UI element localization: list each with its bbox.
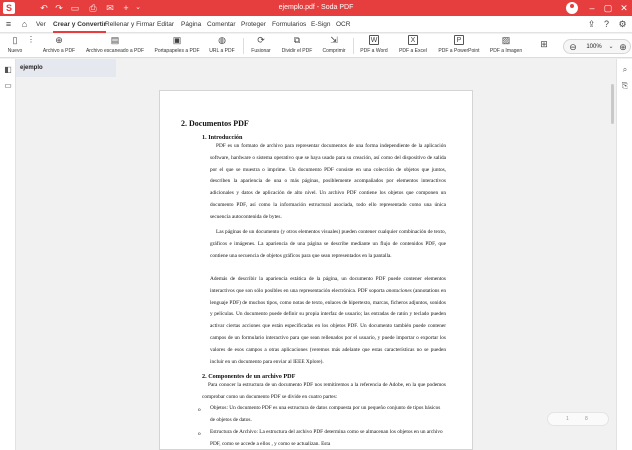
attachment-icon[interactable]: ⎘ <box>621 81 629 90</box>
menu-rellenar-firmar[interactable]: Rellenar y Firmar <box>105 21 155 28</box>
current-page[interactable]: 1 <box>566 416 569 422</box>
zoom-control <box>563 39 631 54</box>
word-icon: W <box>370 37 378 44</box>
paragraph <box>210 274 446 368</box>
subsection-title: 2. Componentes de un archivo PDF <box>202 373 296 380</box>
search-icon[interactable]: ⌕ <box>622 65 628 74</box>
powerpoint-icon: P <box>454 35 464 45</box>
more-options-button[interactable] <box>26 35 34 57</box>
ribbon-toolbar <box>0 34 632 58</box>
new-file-icon: ▯ <box>12 35 18 45</box>
chevron-down-icon[interactable]: ⌄ <box>135 4 141 11</box>
archivo-escaneado-button[interactable]: ▤ Archivo escaneado a PDF <box>85 35 145 54</box>
thumbnails-panel-icon[interactable]: ◧ <box>4 65 12 74</box>
window-title: ejemplo.pdf - Soda PDF <box>278 4 354 11</box>
hamburger-menu-icon[interactable]: ≡ <box>5 19 12 29</box>
close-icon[interactable]: ✕ <box>620 3 628 13</box>
add-icon[interactable]: + <box>123 3 129 13</box>
open-folder-icon[interactable]: ▭ <box>70 3 80 13</box>
undo-icon[interactable]: ↶ <box>40 3 48 13</box>
pdf-a-powerpoint-button[interactable]: P PDF a PowerPoint <box>438 37 480 54</box>
subsection-title: 1. Introducción <box>202 134 243 141</box>
paragraph: PDF es un formato de archivo para representar documentos de una forma independiente de la aplicación software, hardware o sistema operativo que se haya usado para su creación, así como del dispositivo de salida por el que se muestra o imprime. Un documento PDF consiste en una colección de objetos que juntos, describen la apariencia de una o más páginas, posiblemente acompañados por elementos interactivos adicionales y datos de aplicación de alto nivel. Un archivo PDF contiene los objetos que componen un documento PDF, así como la información estructural asociada, todo ello representado como una única secuencia autocontenida de bytes. <box>210 143 446 220</box>
ribbon-divider <box>243 38 244 54</box>
menu-ocr[interactable]: OCR <box>336 21 351 28</box>
menu-bar <box>0 16 632 33</box>
zoom-in-icon[interactable]: ⊕ <box>619 42 627 52</box>
paragraph-text: Además de describir la apariencia estática de la página, un documento PDF puede contener elementos interactivos que son sólo posibles en una representación electrónica. PDF soporta <box>210 276 446 294</box>
user-avatar-icon[interactable] <box>566 2 578 14</box>
zoom-level[interactable]: 100% <box>586 44 602 50</box>
paragraph: Para conocer la estructura de un documento PDF nos remitiremos a la referencia de Adobe, en la que podemos comprobar como un documento PDF se divide en cuatro partes: <box>202 382 446 400</box>
menu-crear-convertir[interactable]: Crear y Convertir <box>53 16 106 33</box>
left-side-panel <box>0 59 16 450</box>
file-to-pdf-icon: ⊕ <box>55 35 63 45</box>
more-dots-icon: ⋮ <box>27 35 35 44</box>
scanner-icon: ▤ <box>110 35 120 45</box>
merge-icon: ⟳ <box>257 35 265 45</box>
list-item: Estructura de Archivo: La estructura del archivo PDF determina como se almacenan los objetos en un archivo PDF, como se accede a ellos , y como se actualizan. Esta <box>210 429 443 447</box>
paragraph-text: (annotations en lenguaje PDF) de muchos tipos, como notas de texto, enlaces de hipertexto, marcas, ficheros adjuntos, sonidos y películas. Un documento puede definir su propia interfaz de usuario; las entradas de ratón y teclado pueden activar ciertas acciones que están especificadas en los objetos PDF. Un documento también puede contener campos de un formulario interactivo para que sean rellenados por el usuario, y puede importar o exportar los valores de esos campos a otras aplicaciones (veremos más adelante que estas características no se pueden incluir en un documento para enviar al IEEE Xplore). <box>210 287 446 365</box>
pdf-a-excel-button[interactable]: X PDF a Excel <box>399 37 427 54</box>
print-icon[interactable]: ⎙ <box>89 3 97 13</box>
menu-proteger[interactable]: Proteger <box>241 21 266 28</box>
document-tab-strip <box>16 59 616 77</box>
home-icon[interactable]: ⌂ <box>21 19 28 29</box>
portapapeles-button[interactable]: ▣ Portapapeles a PDF <box>154 35 200 54</box>
image-icon: ▨ <box>501 35 511 45</box>
document-tab[interactable]: ejemplo <box>16 59 116 77</box>
settings-gear-icon[interactable]: ⚙ <box>618 19 627 29</box>
help-icon[interactable]: ? <box>603 19 609 29</box>
italic-term: anotaciones <box>386 287 412 294</box>
url-a-pdf-button[interactable]: ◍ URL a PDF <box>209 35 235 54</box>
archivo-a-pdf-button[interactable]: ⊕ Archivo a PDF <box>42 35 76 54</box>
paragraph: Las páginas de un documento (y otros elementos visuales) pueden contener cualquier combinación de texto, gráficos e imágenes. La apariencia de una página se describe mediante un flujo de contenidos PDF, que contiene una secuencia de objetos gráficos para que sean representados en la pantalla. <box>210 229 446 259</box>
comprimir-button[interactable]: ⇲ Comprimir <box>322 35 346 54</box>
app-logo-icon: S <box>3 2 15 14</box>
mail-icon[interactable]: ✉ <box>106 3 114 13</box>
folder-dropdown-icon: ⊞ <box>540 39 548 49</box>
list-item: Objetos: Un documento PDF es una estructura de datos compuesta por un pequeño conjunto de tipos básicos de objetos de datos. <box>210 405 441 423</box>
dividir-button[interactable]: ⧉ Dividir el PDF <box>281 35 313 54</box>
bookmark-panel-icon[interactable]: ▭ <box>4 81 12 90</box>
menu-esign[interactable]: E-Sign <box>311 21 331 28</box>
title-bar <box>0 0 632 16</box>
chevron-down-icon[interactable]: ⌄ <box>608 44 614 50</box>
compress-icon: ⇲ <box>330 35 338 45</box>
right-side-panel <box>616 59 632 450</box>
convert-dropdown-button[interactable] <box>535 39 553 61</box>
section-heading: 2. Documentos PDF <box>181 119 249 128</box>
fusionar-button[interactable]: ⟳ Fusionar <box>251 35 271 54</box>
vertical-scrollbar[interactable] <box>611 84 614 124</box>
bullet-marker: o <box>198 407 201 413</box>
minimize-icon[interactable]: – <box>589 3 595 13</box>
menu-editar[interactable]: Editar <box>157 21 174 28</box>
menu-formularios[interactable]: Formularios <box>272 21 307 28</box>
excel-icon: X <box>408 35 418 45</box>
pdf-a-imagen-button[interactable]: ▨ PDF a Imagen <box>489 35 523 54</box>
globe-icon: ◍ <box>218 35 226 45</box>
page-navigation <box>547 412 609 426</box>
share-icon[interactable]: ⇪ <box>587 19 596 29</box>
zoom-out-icon[interactable]: ⊖ <box>569 42 577 52</box>
clipboard-icon: ▣ <box>172 35 182 45</box>
menu-pagina[interactable]: Página <box>181 21 202 28</box>
maximize-icon[interactable]: ▢ <box>603 3 613 13</box>
total-pages: 8 <box>585 416 588 422</box>
bullet-marker: o <box>198 431 201 437</box>
redo-icon[interactable]: ↷ <box>55 3 63 13</box>
split-icon: ⧉ <box>293 35 301 45</box>
menu-comentar[interactable]: Comentar <box>207 21 236 28</box>
menu-ver[interactable]: Ver <box>36 21 46 28</box>
nuevo-button[interactable]: ▯ Nuevo <box>7 35 23 54</box>
pdf-page <box>159 90 473 450</box>
pdf-a-word-button[interactable]: W PDF a Word <box>360 37 388 54</box>
ribbon-divider <box>353 38 354 54</box>
